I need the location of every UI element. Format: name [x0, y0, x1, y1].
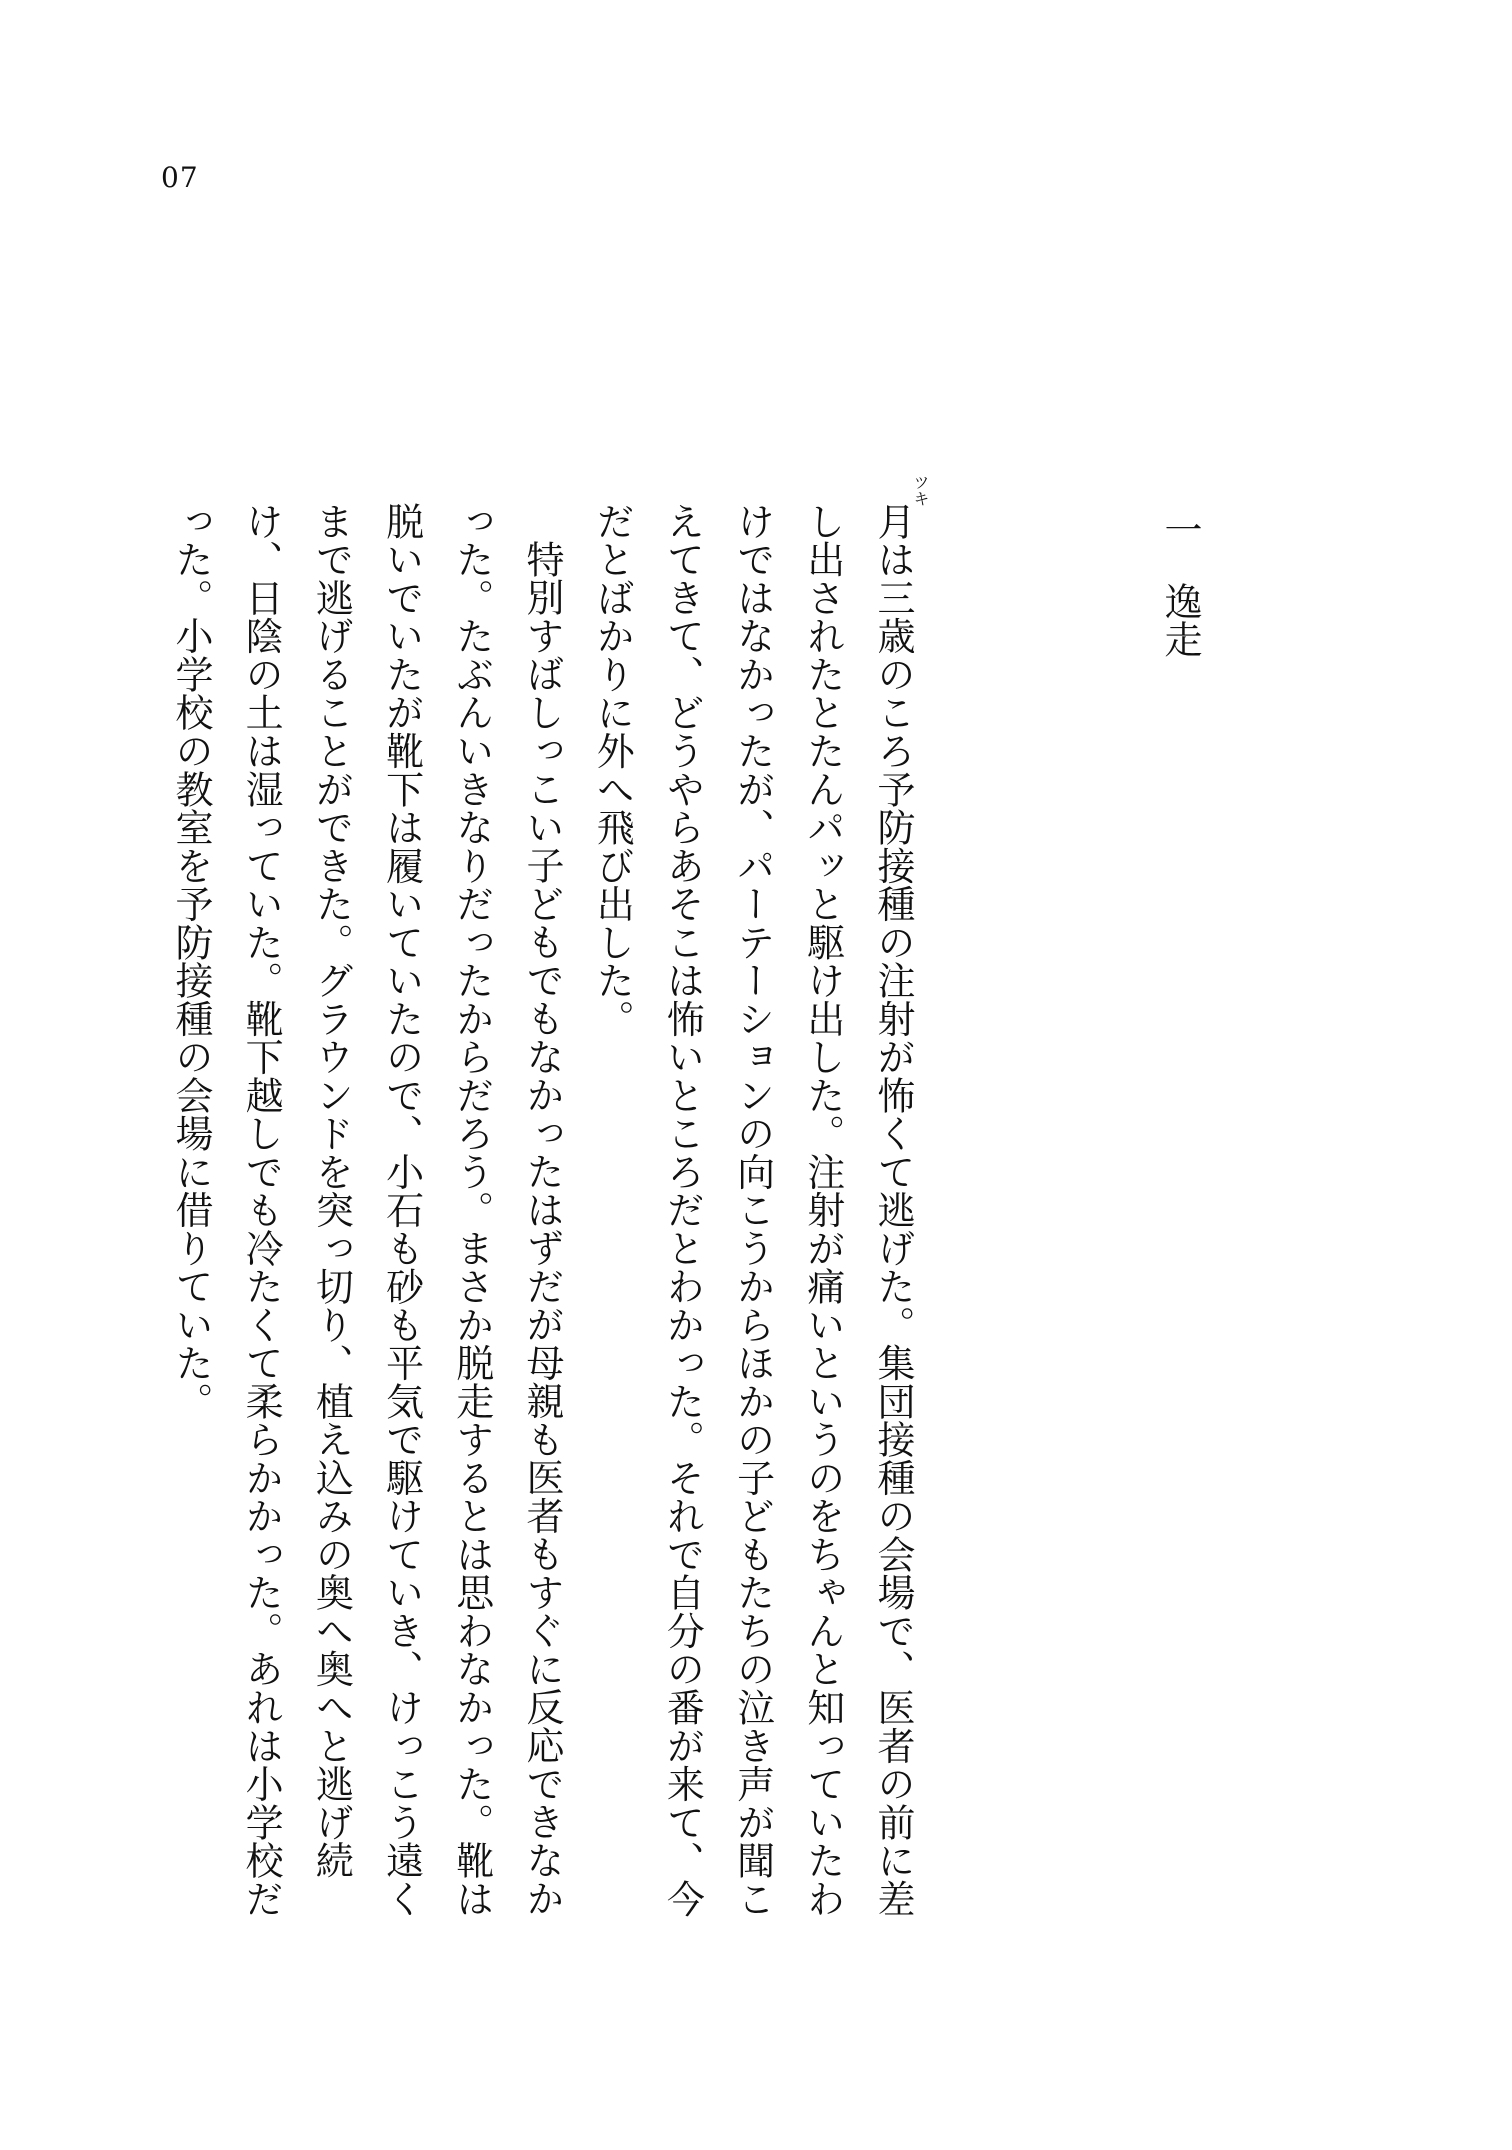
page-number: 07	[161, 161, 199, 194]
furigana-tsuki: ツキ	[911, 474, 930, 507]
paragraph-1: 月は三歳のころ予防接種の注射が怖くて逃げた。集団接種の会場で、医者の前に差し出されたとたんパッと駆け出した。注射が痛いというのをちゃんと知っていたわけではなかったが、パーテーションの向こうからほかの子どもたちの泣き声が聞こえてきて、どうやらあそこは怖いところだとわかった。それで自分の番が来て、今だとばかりに外へ飛び出した。	[590, 502, 915, 1918]
chapter-heading	[1140, 510, 1220, 810]
chapter-number: 一	[1158, 510, 1202, 548]
paragraph-2: 特別すばしっこい子どもでもなかったはずだが母親も医者もすぐに反応できなかった。たぶんいきなりだったからだろう。まさか脱走するとは思わなかった。靴は脱いでいたが靴下は履いていたので、小石も砂も平気で駆けていき、けっこう遠くまで逃げることができた。グラウンドを突っ切り、植え込みの奥へ奥へと逃げ続け、日陰の土は湿っていた。靴下越しでも冷たくて柔らかかった。あれは小学校だった。小学校の教室を予防接種の会場に借りていた。	[168, 502, 564, 1918]
chapter-title: 逸走	[1158, 582, 1202, 658]
body-text	[156, 474, 930, 1922]
